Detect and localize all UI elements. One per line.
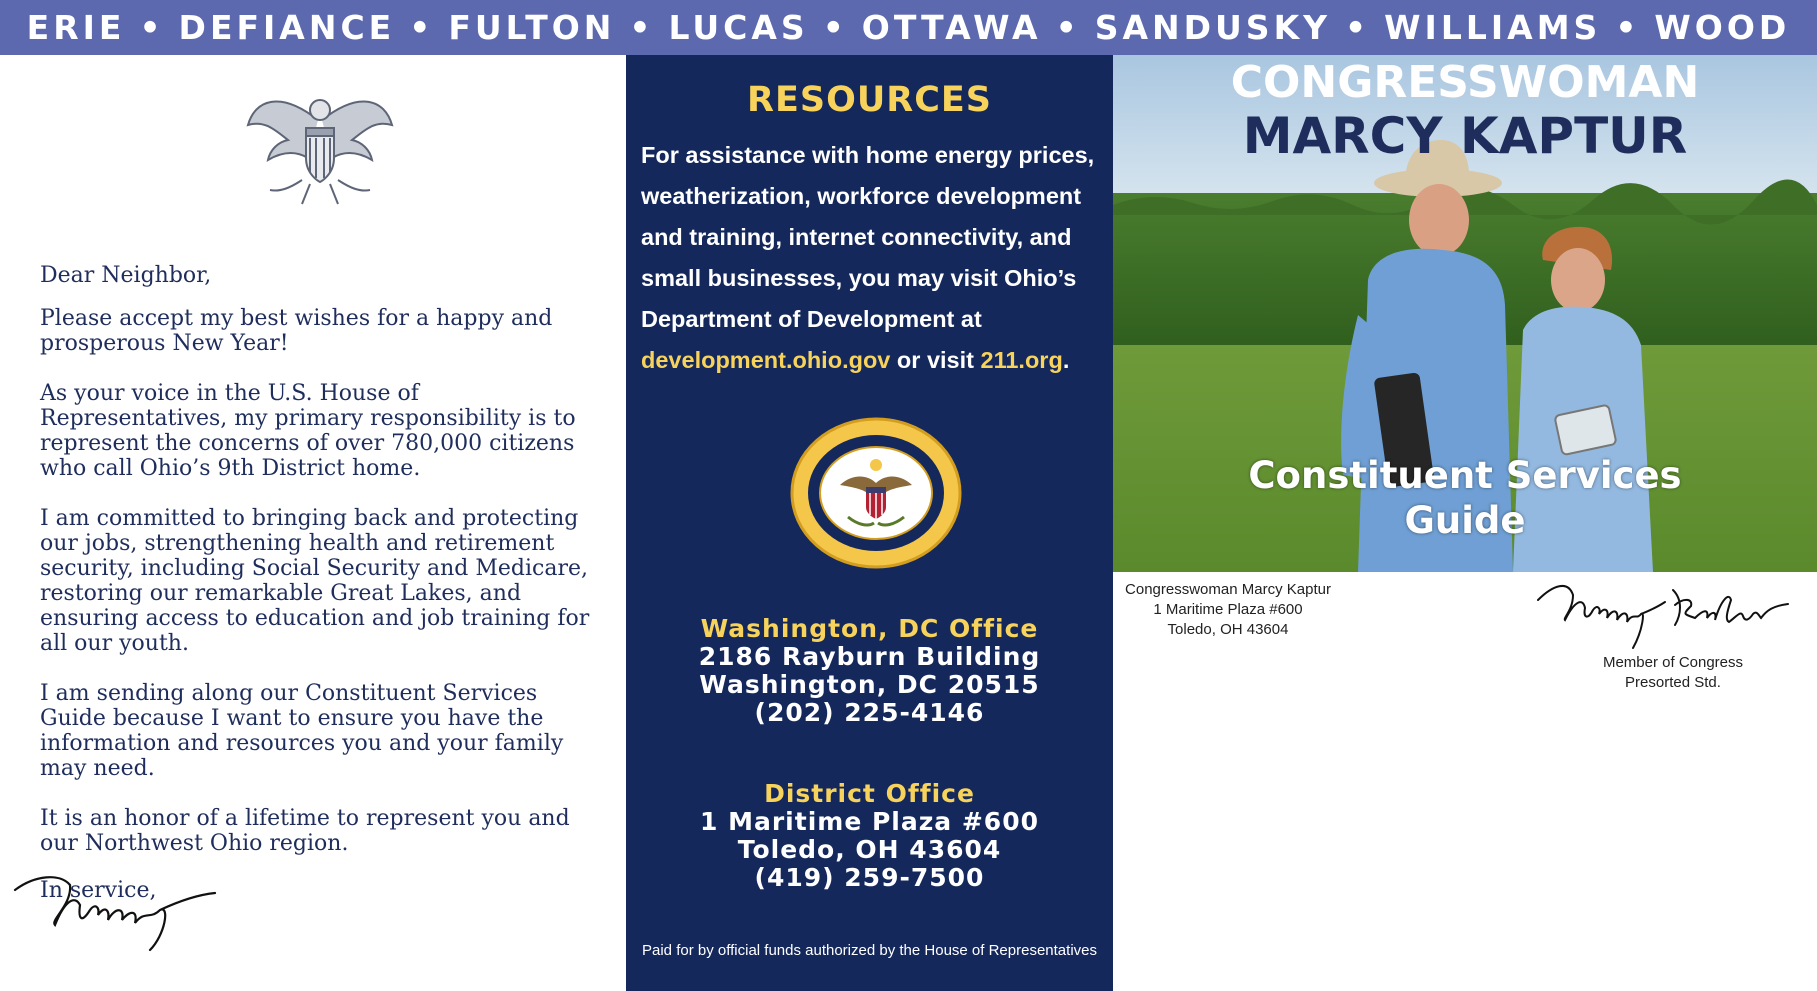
county-defiance: DEFIANCE (178, 8, 396, 47)
county-ottawa: OTTAWA (861, 8, 1042, 47)
letter-paragraph: As your voice in the U.S. House of Representatives, my primary responsibility is to represent the concerns of over 780,000 citizens who call Ohio’s 9th District home. (40, 381, 576, 481)
cover-panel (1113, 55, 1817, 991)
development-ohio-link[interactable]: development.ohio.gov (641, 347, 891, 373)
guide-title-line2: Guide (1404, 499, 1526, 542)
district-office-address-line1: 1 Maritime Plaza #600 (700, 807, 1039, 836)
county-williams: WILLIAMS (1384, 8, 1602, 47)
guide-title-line1: Constituent Services (1248, 454, 1682, 497)
return-address (1113, 580, 1343, 640)
resources-text (641, 135, 1106, 381)
banner-separator: • (1345, 8, 1371, 47)
cover-title-line1: CONGRESSWOMAN (1230, 57, 1700, 108)
county-wood: WOOD (1654, 8, 1791, 47)
banner-separator: • (139, 8, 165, 47)
return-address-line2: Toledo, OH 43604 (1167, 621, 1289, 638)
banner-separator: • (822, 8, 848, 47)
house-of-representatives-seal-icon (788, 415, 964, 571)
postage-indicia (1573, 653, 1773, 693)
dc-office-heading: Washington, DC Office (700, 614, 1039, 643)
resources-title: RESOURCES (747, 80, 992, 120)
postage-line2: Presorted Std. (1625, 674, 1721, 691)
marcy-signature-icon (10, 865, 220, 955)
letter-body (40, 263, 600, 903)
district-office-heading: District Office (764, 779, 975, 808)
dc-office-block (626, 615, 1113, 727)
great-seal-eagle-icon (240, 80, 400, 210)
district-office-phone: (419) 259-7500 (754, 863, 985, 892)
banner-separator: • (1055, 8, 1081, 47)
letter-paragraph: I am committed to bringing back and protecting our jobs, strengthening health and retirement security, including Social Security and Medicare, restoring our remarkable Great Lakes, and ensuring access to education and job training for all our youth. (40, 506, 590, 656)
letter-paragraph: I am sending along our Constituent Services Guide because I want to ensure you have the information and resources you and your family may need. (40, 681, 564, 781)
district-office-address-line2: Toledo, OH 43604 (737, 835, 1002, 864)
resources-body: For assistance with home energy prices, weatherization, workforce development and training, internet connectivity, and small businesses, you may visit Ohio’s Department of Development at (641, 142, 1095, 332)
marcy-kaptur-signature-icon (1533, 570, 1793, 650)
resources-connector: or visit (896, 347, 974, 373)
cover-photo (1113, 55, 1817, 572)
guide-title (1113, 453, 1817, 543)
paid-for-disclaimer: Paid for by official funds authorized by the House of Representatives (642, 942, 1097, 959)
banner-separator: • (409, 8, 435, 47)
banner-separator: • (1615, 8, 1641, 47)
letter-panel (0, 55, 627, 991)
dc-office-phone: (202) 225-4146 (754, 698, 985, 727)
cover-title-line2: MARCY KAPTUR (1242, 107, 1688, 165)
county-erie: ERIE (26, 8, 126, 47)
resources-period: . (1062, 347, 1070, 373)
return-address-name: Congresswoman Marcy Kaptur (1125, 581, 1331, 598)
county-banner (0, 0, 1817, 55)
county-sandusky: SANDUSKY (1094, 8, 1332, 47)
county-lucas: LUCAS (668, 8, 809, 47)
banner-separator: • (629, 8, 655, 47)
letter-paragraph: It is an honor of a lifetime to represent you and our Northwest Ohio region. (40, 806, 570, 856)
county-fulton: FULTON (448, 8, 616, 47)
211-link[interactable]: 211.org (980, 347, 1063, 373)
letter-greeting: Dear Neighbor, (40, 263, 212, 288)
letter-paragraph: Please accept my best wishes for a happy and prosperous New Year! (40, 306, 553, 356)
dc-office-address-line1: 2186 Rayburn Building (698, 642, 1041, 671)
letter-closing: In service, (40, 878, 157, 903)
dc-office-address-line2: Washington, DC 20515 (699, 670, 1040, 699)
resources-panel (626, 55, 1113, 991)
postage-line1: Member of Congress (1602, 654, 1744, 671)
district-office-block (626, 780, 1113, 892)
return-address-line1: 1 Maritime Plaza #600 (1153, 601, 1303, 618)
